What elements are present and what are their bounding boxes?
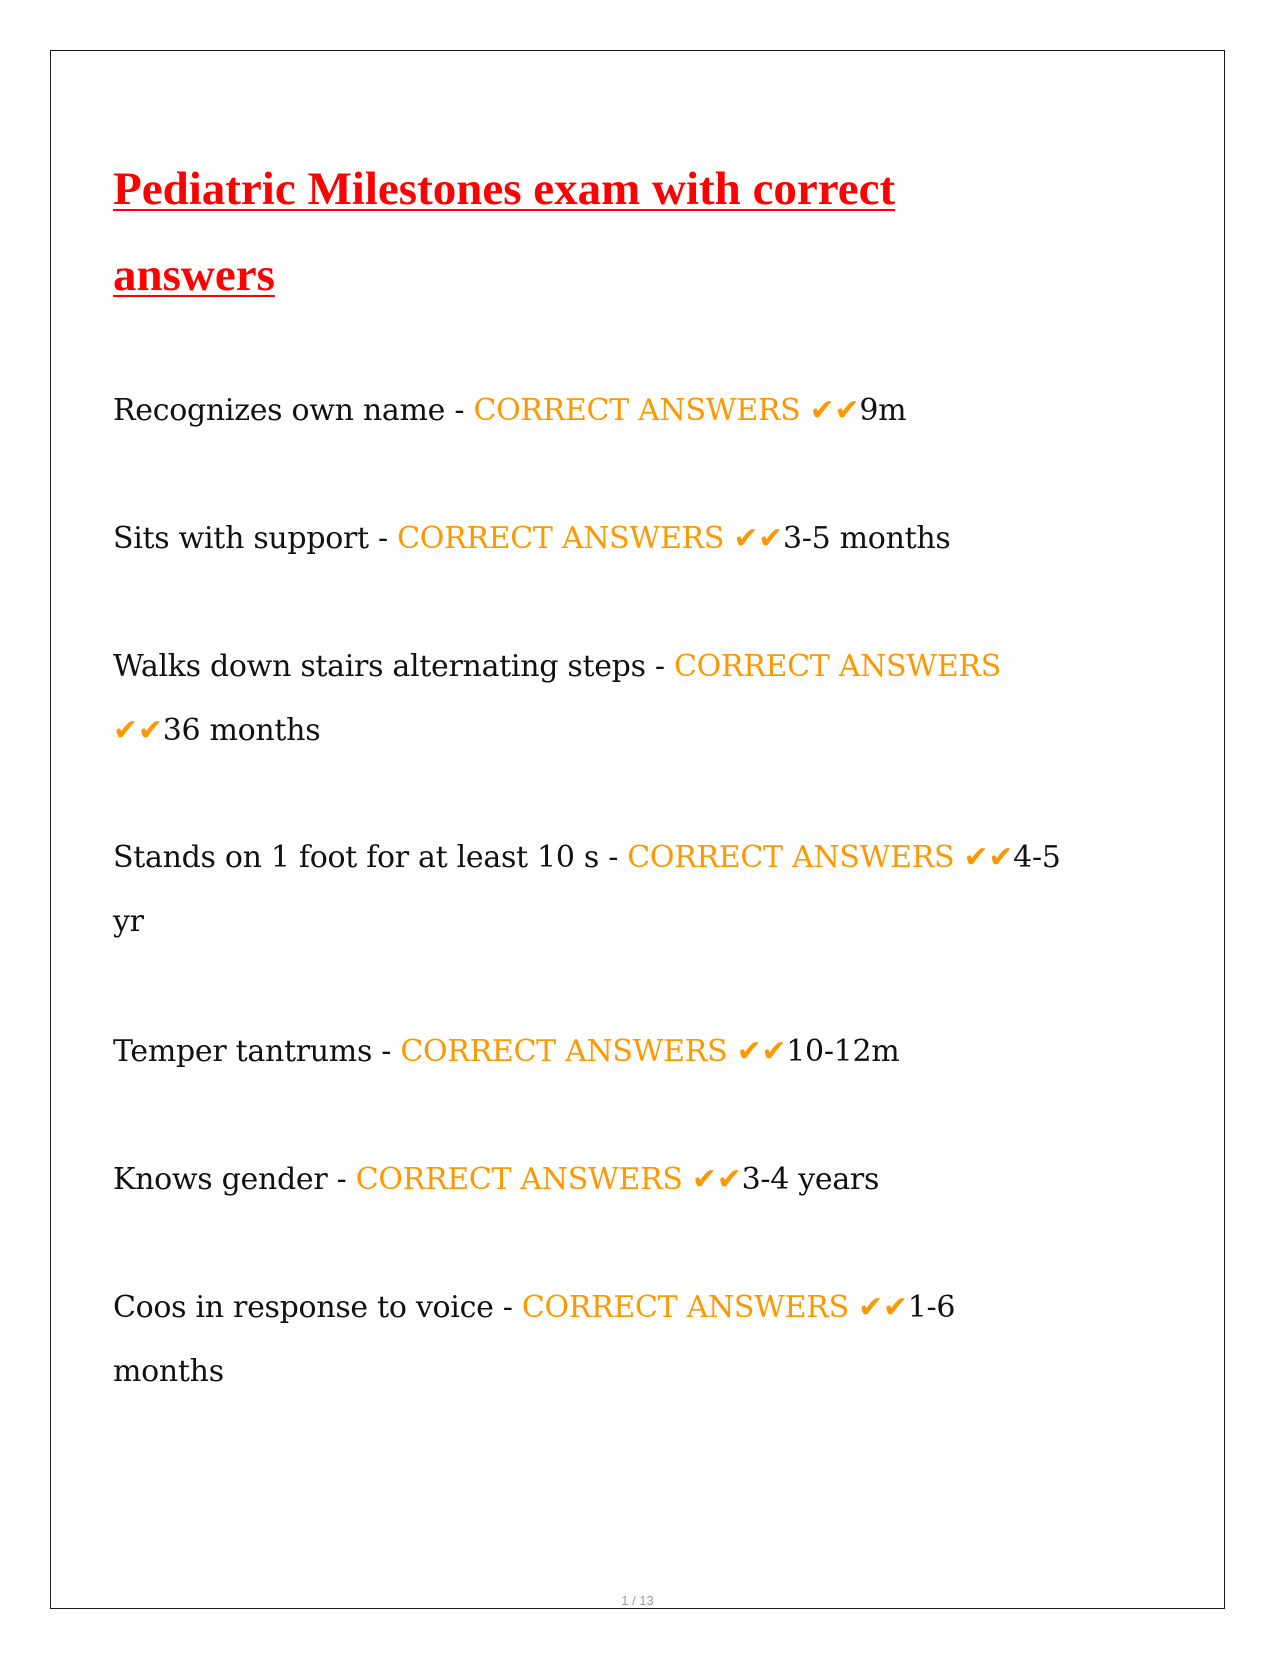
correct-answers-label: CORRECT ANSWERS — [674, 649, 1001, 684]
correct-answers-label: CORRECT ANSWERS — [400, 1034, 728, 1069]
qa-question: Walks down stairs alternating steps — [113, 649, 646, 684]
qa-answer: 4-5 yr — [113, 840, 1061, 939]
qa-item — [113, 635, 1063, 763]
qa-separator: - — [372, 1034, 401, 1069]
check-icon: ✔✔ — [682, 1162, 742, 1197]
qa-item — [113, 1020, 1063, 1084]
qa-answer: 3-5 months — [783, 521, 951, 556]
check-icon: ✔✔ — [954, 840, 1014, 875]
correct-answers-label: CORRECT ANSWERS — [627, 840, 955, 875]
qa-answer: 36 months — [162, 713, 321, 748]
document-page — [50, 50, 1225, 1609]
qa-separator: - — [445, 393, 474, 428]
qa-item — [113, 826, 1063, 954]
qa-answer: 9m — [859, 393, 907, 428]
qa-separator: - — [327, 1162, 356, 1197]
correct-answers-label: CORRECT ANSWERS — [521, 1290, 849, 1325]
qa-question: Sits with support — [113, 521, 369, 556]
check-icon: ✔✔ — [800, 393, 860, 428]
qa-separator: - — [598, 840, 628, 875]
check-icon: ✔✔ — [848, 1290, 908, 1325]
check-icon: ✔✔ — [724, 521, 784, 556]
qa-answer: 1-6 months — [113, 1290, 956, 1389]
qa-question: Coos in response to voice — [113, 1290, 494, 1325]
qa-question: Stands on 1 foot for at least 10 s — [113, 840, 599, 875]
qa-item — [113, 379, 1063, 443]
check-icon: ✔✔ — [727, 1034, 787, 1069]
qa-question: Knows gender — [113, 1162, 328, 1197]
qa-item — [113, 1148, 1063, 1212]
qa-answer: 10-12m — [786, 1034, 900, 1069]
qa-item — [113, 1276, 1063, 1404]
correct-answers-label: CORRECT ANSWERS — [397, 521, 725, 556]
check-icon: ✔✔ — [113, 713, 163, 748]
qa-question: Temper tantrums — [113, 1034, 373, 1069]
qa-answer: 3-4 years — [741, 1162, 880, 1197]
correct-answers-label: CORRECT ANSWERS — [355, 1162, 683, 1197]
document-title: Pediatric Milestones exam with correct answers — [113, 163, 896, 301]
correct-answers-label: CORRECT ANSWERS — [473, 393, 801, 428]
qa-separator: - — [493, 1290, 522, 1325]
qa-separator: - — [368, 521, 398, 556]
qa-question: Recognizes own name — [113, 393, 446, 428]
qa-item — [113, 507, 1063, 571]
page-number: 1 / 13 — [621, 1593, 654, 1608]
qa-separator: - — [645, 649, 674, 684]
